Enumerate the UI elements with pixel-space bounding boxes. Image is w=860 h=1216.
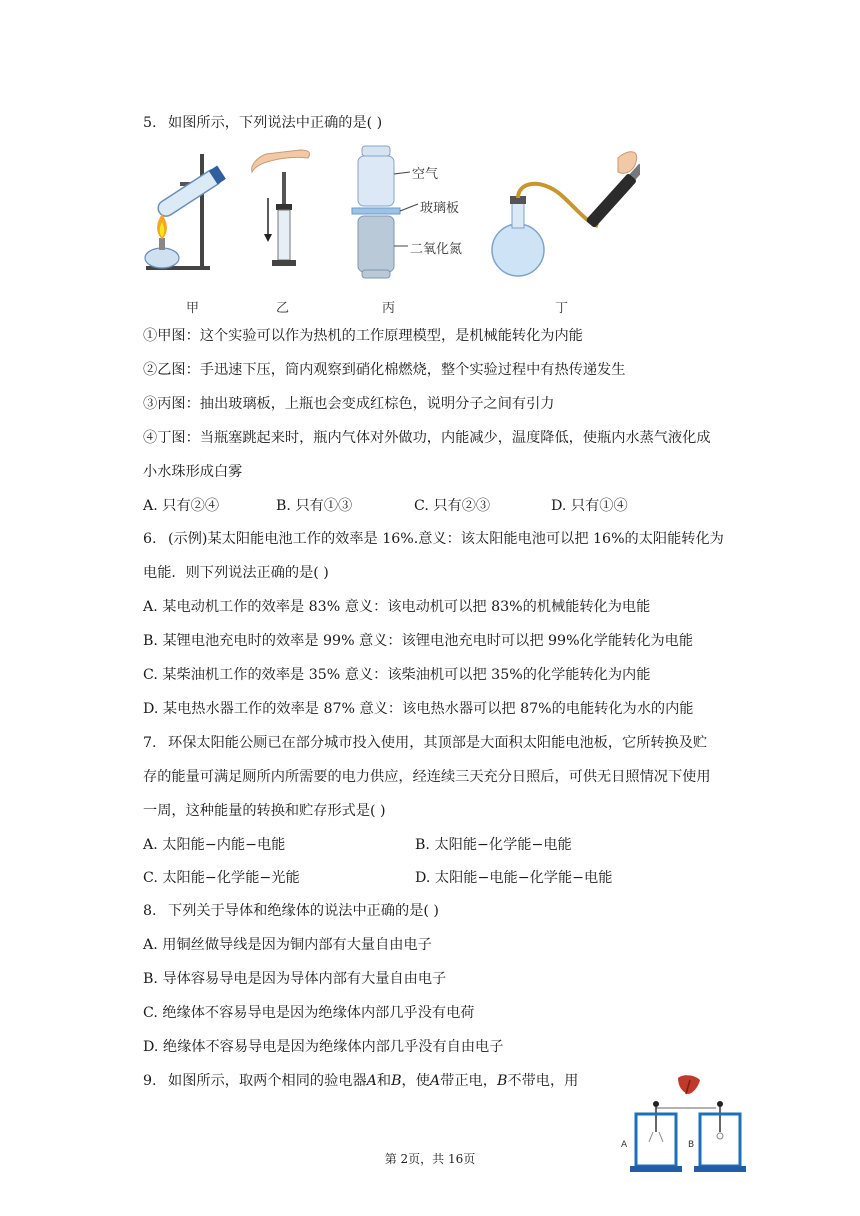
q8-option-c[interactable]: C. 绝缘体不容易导电是因为绝缘体内部几乎没有电荷 xyxy=(143,1005,475,1021)
q6-stem-line2: 电能．则下列说法正确的是( ) xyxy=(143,565,329,581)
q5-option-d[interactable]: D. 只有①④ xyxy=(551,498,628,514)
q7-stem-line3: 一周，这种能量的转换和贮存形式是( ) xyxy=(143,803,386,819)
q5-statement-4: ④丁图：当瓶塞跳起来时，瓶内气体对外做功，内能减少，温度降低，使瓶内水蒸气液化成 xyxy=(143,430,711,446)
q7-option-c[interactable]: C. 太阳能−化学能−光能 xyxy=(143,870,300,886)
q9-and: 和 xyxy=(376,1073,392,1089)
q6-option-a[interactable]: A. 某电动机工作的效率是 83% 意义：该电动机可以把 83%的机械能转化为电能 xyxy=(143,599,651,615)
q5-number: 5. xyxy=(143,115,157,131)
q9-number: 9. xyxy=(143,1073,157,1089)
q5-figure xyxy=(140,142,640,320)
figure-label-ding: 丁 xyxy=(555,301,569,316)
q8-option-a[interactable]: A. 用铜丝做导线是因为铜内部有大量自由电子 xyxy=(143,937,432,953)
q5-statement-4-cont: 小水珠形成白雾 xyxy=(143,464,243,480)
q9-stem-a: 如图所示，取两个相同的验电器 xyxy=(168,1073,367,1089)
q9-figure-label-a: A xyxy=(621,1140,628,1150)
q7-option-b[interactable]: B. 太阳能−化学能−电能 xyxy=(415,837,572,853)
q5-statement-1: ①甲图：这个实验可以作为热机的工作原理模型，是机械能转化为内能 xyxy=(143,328,583,344)
q6-stem-text1: (示例)某太阳能电池工作的效率是 16%.意义：该太阳能电池可以把 16%的太阳能转化为 xyxy=(168,531,724,547)
figure-label-jia: 甲 xyxy=(186,301,200,316)
figure-label-yi: 乙 xyxy=(276,301,290,316)
q7-option-d[interactable]: D. 太阳能−电能−化学能−电能 xyxy=(415,870,613,886)
q5-option-c[interactable]: C. 只有②③ xyxy=(414,498,491,514)
q9-figure-label-b: B xyxy=(688,1140,695,1150)
q6-number: 6. xyxy=(143,531,157,547)
q9-stem-line xyxy=(143,1071,578,1091)
q5-option-a[interactable]: A. 只有②④ xyxy=(143,498,220,514)
q5-statement-3: ③丙图：抽出玻璃板，上瓶也会变成红棕色，说明分子之间有引力 xyxy=(143,396,555,412)
q5-statement-2: ②乙图：手迅速下压，筒内观察到硝化棉燃烧，整个实验过程中有热传递发生 xyxy=(143,362,626,378)
q5-stem-line xyxy=(143,113,382,133)
figure-yi-apparatus xyxy=(252,150,310,266)
q8-stem-line xyxy=(143,901,439,921)
q7-stem-line2: 存的能量可满足厕所内所需要的电力供应，经连续三天充分日照后，可供无日照情况下使用 xyxy=(143,769,711,785)
q6-option-c[interactable]: C. 某柴油机工作的效率是 35% 意义：该柴油机可以把 35%的化学能转化为内能 xyxy=(143,667,651,683)
q9-var-a-2: A xyxy=(429,1073,441,1089)
q6-option-b[interactable]: B. 某锂电池充电时的效率是 99% 意义：该锂电池充电时可以把 99%化学能转化为电能 xyxy=(143,633,694,649)
page-footer: 第 2页，共 16页 xyxy=(384,1152,476,1166)
figure-jia-apparatus xyxy=(145,154,226,270)
hand-with-rod xyxy=(678,1075,700,1094)
q7-number: 7. xyxy=(143,735,157,751)
q9-var-b-2: B xyxy=(496,1073,508,1089)
q7-option-a[interactable]: A. 太阳能−内能−电能 xyxy=(143,837,286,853)
q9-stem-b: ，使 xyxy=(401,1073,430,1089)
q9-var-b: B xyxy=(391,1073,402,1089)
q7-stem-text1: 环保太阳能公厕已在部分城市投入使用，其顶部是大面积太阳能电池板，它所转换及贮 xyxy=(168,735,708,751)
figure-ding-apparatus xyxy=(492,152,640,276)
figure-label-bing: 丙 xyxy=(382,301,396,316)
q7-stem-line1 xyxy=(143,733,707,753)
annotation-air: 空气 xyxy=(412,167,439,182)
q6-stem-line1 xyxy=(143,529,724,549)
q9-stem-d: 不带电，用 xyxy=(507,1073,579,1089)
q8-number: 8. xyxy=(143,903,157,919)
q5-option-b[interactable]: B. 只有①③ xyxy=(276,498,353,514)
q9-stem-c: 带正电， xyxy=(440,1073,497,1089)
q6-option-d[interactable]: D. 某电热水器工作的效率是 87% 意义：该电热水器可以把 87%的电能转化为水的内能 xyxy=(143,701,694,717)
figure-bing-apparatus xyxy=(352,146,418,278)
q9-var-a: A xyxy=(366,1073,377,1089)
q8-option-b[interactable]: B. 导体容易导电是因为导体内部有大量自由电子 xyxy=(143,971,447,987)
q8-stem: 下列关于导体和绝缘体的说法中正确的是( ) xyxy=(168,903,439,919)
q8-option-d[interactable]: D. 绝缘体不容易导电是因为绝缘体内部几乎没有自由电子 xyxy=(143,1039,504,1055)
q5-stem: 如图所示，下列说法中正确的是( ) xyxy=(168,115,383,131)
annotation-nitrogen-dioxide: 二氧化氮 xyxy=(410,242,463,257)
annotation-glass-plate: 玻璃板 xyxy=(420,201,460,216)
